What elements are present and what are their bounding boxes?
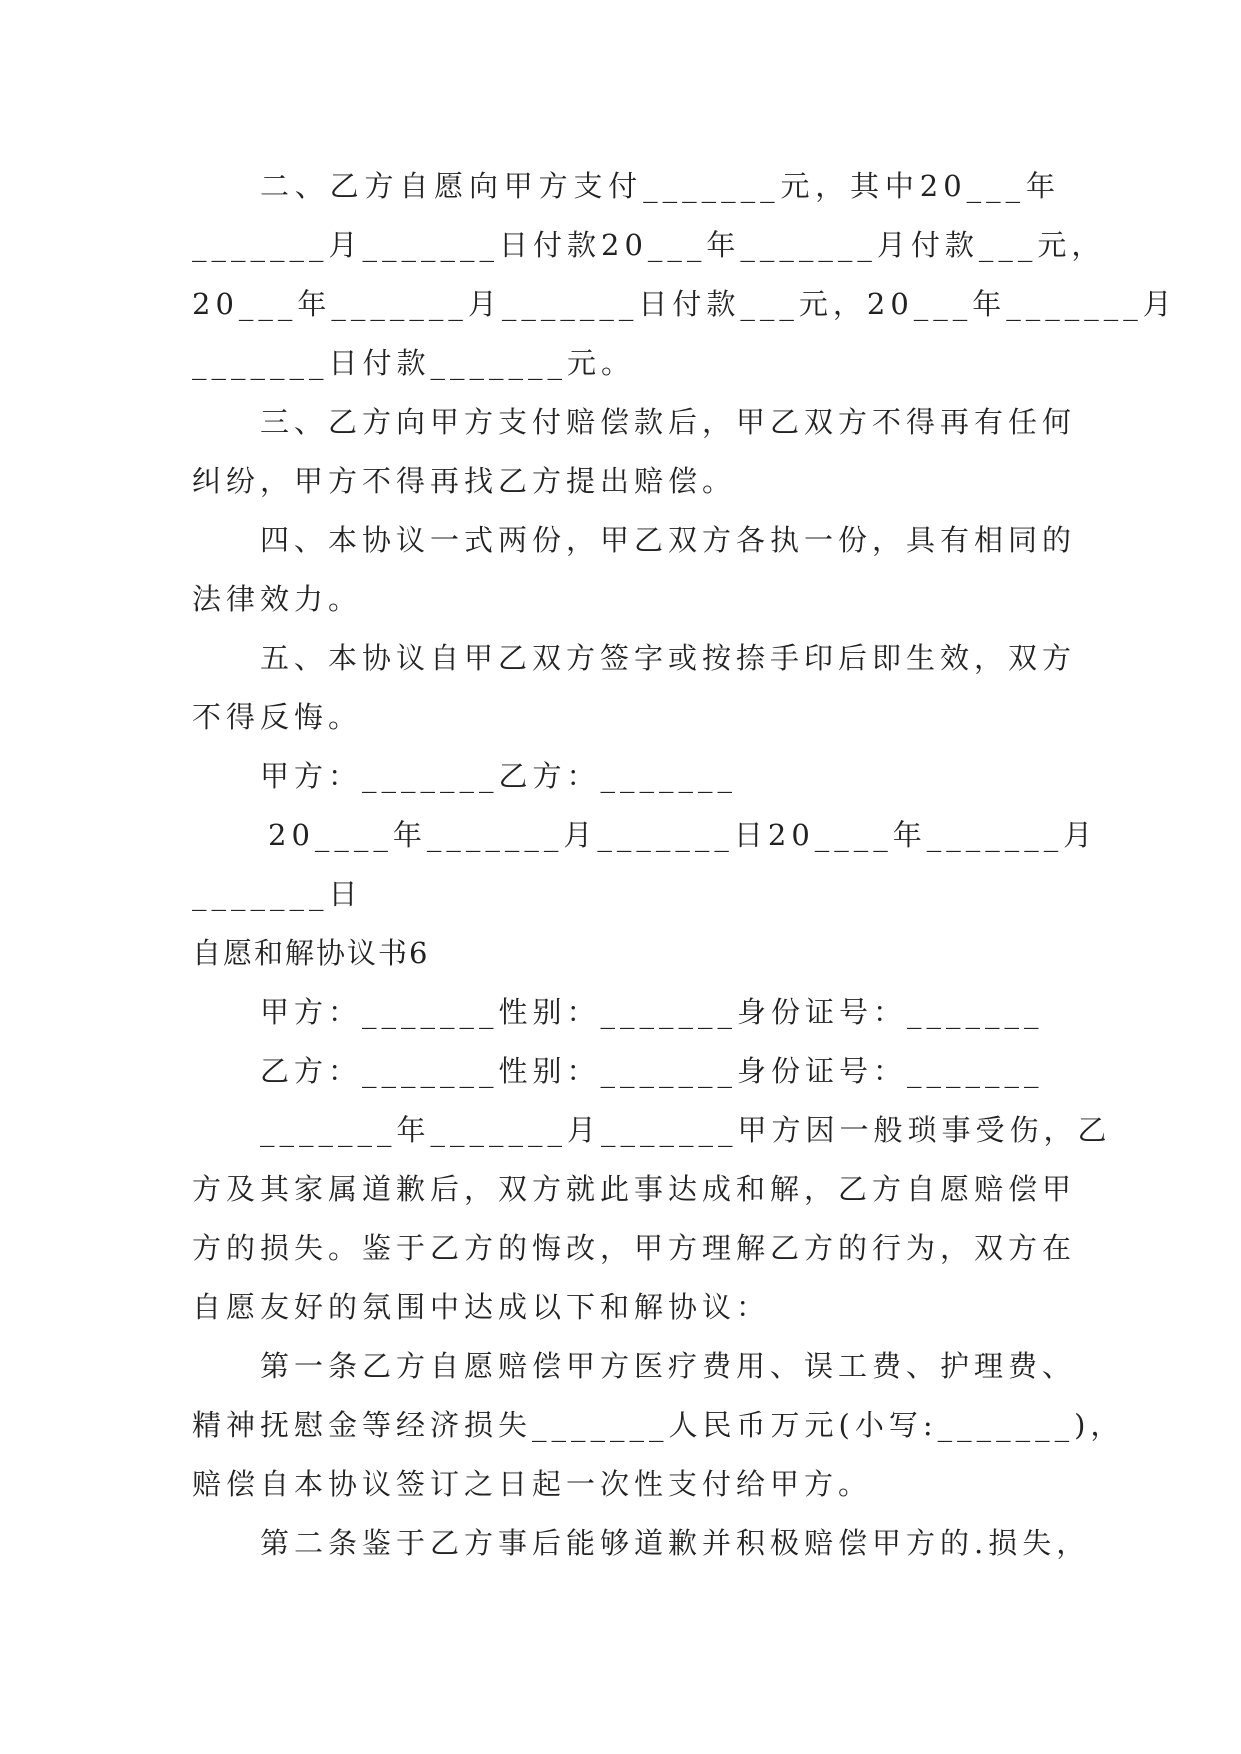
- paragraph-line: 纠纷，甲方不得再找乙方提出赔偿。: [192, 464, 737, 498]
- party-a-line: 甲方：_______性别：_______身份证号：_______: [260, 995, 1044, 1029]
- paragraph-line: 三、乙方向甲方支付赔偿款后，甲乙双方不得再有任何: [260, 405, 1077, 439]
- party-b-line: 乙方：_______性别：_______身份证号：_______: [260, 1054, 1044, 1088]
- date-line: 20____年_______月_______日20____年_______月: [268, 818, 1098, 852]
- paragraph-line: _______年_______月_______甲方因一般琐事受伤，乙: [260, 1113, 1112, 1147]
- paragraph-line: 第一条乙方自愿赔偿甲方医疗费用、误工费、护理费、: [260, 1349, 1077, 1383]
- section-title: 自愿和解协议书6: [192, 936, 430, 970]
- paragraph-line: 四、本协议一式两份，甲乙双方各执一份，具有相同的: [260, 523, 1077, 557]
- signature-line: 甲方：_______乙方：_______: [260, 759, 738, 793]
- paragraph-line: 方的损失。鉴于乙方的悔改，甲方理解乙方的行为，双方在: [192, 1231, 1077, 1265]
- paragraph-line: _______月_______日付款20___年_______月付款___元，: [192, 228, 1106, 262]
- paragraph-line: 第二条鉴于乙方事后能够道歉并积极赔偿甲方的.损失，: [260, 1526, 1091, 1560]
- paragraph-line: 不得反悔。: [192, 700, 363, 734]
- paragraph-line: _______日付款_______元。: [192, 346, 636, 380]
- date-line: _______日: [192, 877, 363, 911]
- paragraph-line: 20___年_______月_______日付款___元，20___年_______月: [192, 287, 1177, 321]
- paragraph-line: 五、本协议自甲乙双方签字或按捺手印后即生效，双方: [260, 641, 1077, 675]
- paragraph-line: 方及其家属道歉后，双方就此事达成和解，乙方自愿赔偿甲: [192, 1172, 1077, 1206]
- paragraph-line: 法律效力。: [192, 582, 363, 616]
- paragraph-line: 赔偿自本协议签订之日起一次性支付给甲方。: [192, 1467, 873, 1501]
- paragraph-line: 精神抚慰金等经济损失_______人民币万元(小写:_______)，: [192, 1408, 1125, 1442]
- paragraph-line: 二、乙方自愿向甲方支付_______元，其中20___年: [260, 169, 1060, 203]
- paragraph-line: 自愿友好的氛围中达成以下和解协议：: [192, 1290, 771, 1324]
